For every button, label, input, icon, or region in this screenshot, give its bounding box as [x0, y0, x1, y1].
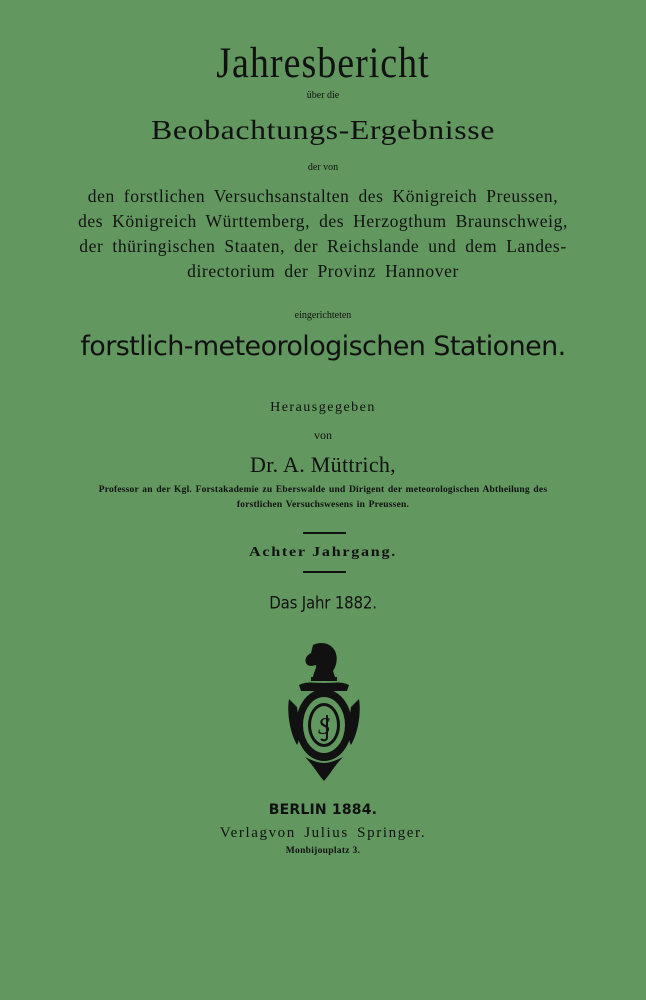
institutions-line-4: directorium der Provinz Hannover: [187, 261, 459, 281]
svg-text:S: S: [318, 714, 330, 740]
connector-established: eingerichteten: [294, 310, 352, 321]
edited-label: Herausgegeben: [270, 400, 376, 415]
publication-city-year: BERLIN 1884.: [268, 802, 378, 818]
divider-top: [303, 532, 346, 534]
institutions-line-3: der thüringischen Staaten, der Reichslande und dem Landes-: [79, 236, 567, 256]
by-label: von: [314, 428, 332, 442]
springer-knight-emblem-icon: [283, 641, 365, 783]
divider-bottom: [303, 571, 346, 573]
editor-affiliation-line-2: forstlichen Versuchswesens in Preussen.: [236, 500, 410, 510]
connector-of: der von: [307, 162, 339, 173]
editor-name: Dr. A. Müttrich,: [250, 452, 396, 477]
publisher-name: Verlagvon Julius Springer.: [219, 825, 427, 841]
publisher-address: Monbijouplatz 3.: [285, 846, 361, 856]
edition-label: Achter Jahrgang.: [248, 545, 398, 560]
editor-affiliation-line-1: Professor an der Kgl. Forstakademie zu Eberswalde und Dirigent der meteorologischen Abtheilung des: [98, 485, 548, 495]
stations-heading: forstlich-meteorologischen Stationen.: [80, 331, 566, 362]
cover-subtitle: Beobachtungs-Ergebnisse: [151, 115, 495, 145]
institutions-line-1: den forstlichen Versuchsanstalten des Königreich Preussen,: [87, 186, 559, 206]
cover-title: Jahresbericht: [216, 39, 430, 88]
year-label: Das Jahr 1882.: [269, 593, 377, 613]
connector-over: über die: [306, 90, 340, 101]
institutions-line-2: des Königreich Württemberg, des Herzogthum Braunschweig,: [78, 211, 568, 231]
